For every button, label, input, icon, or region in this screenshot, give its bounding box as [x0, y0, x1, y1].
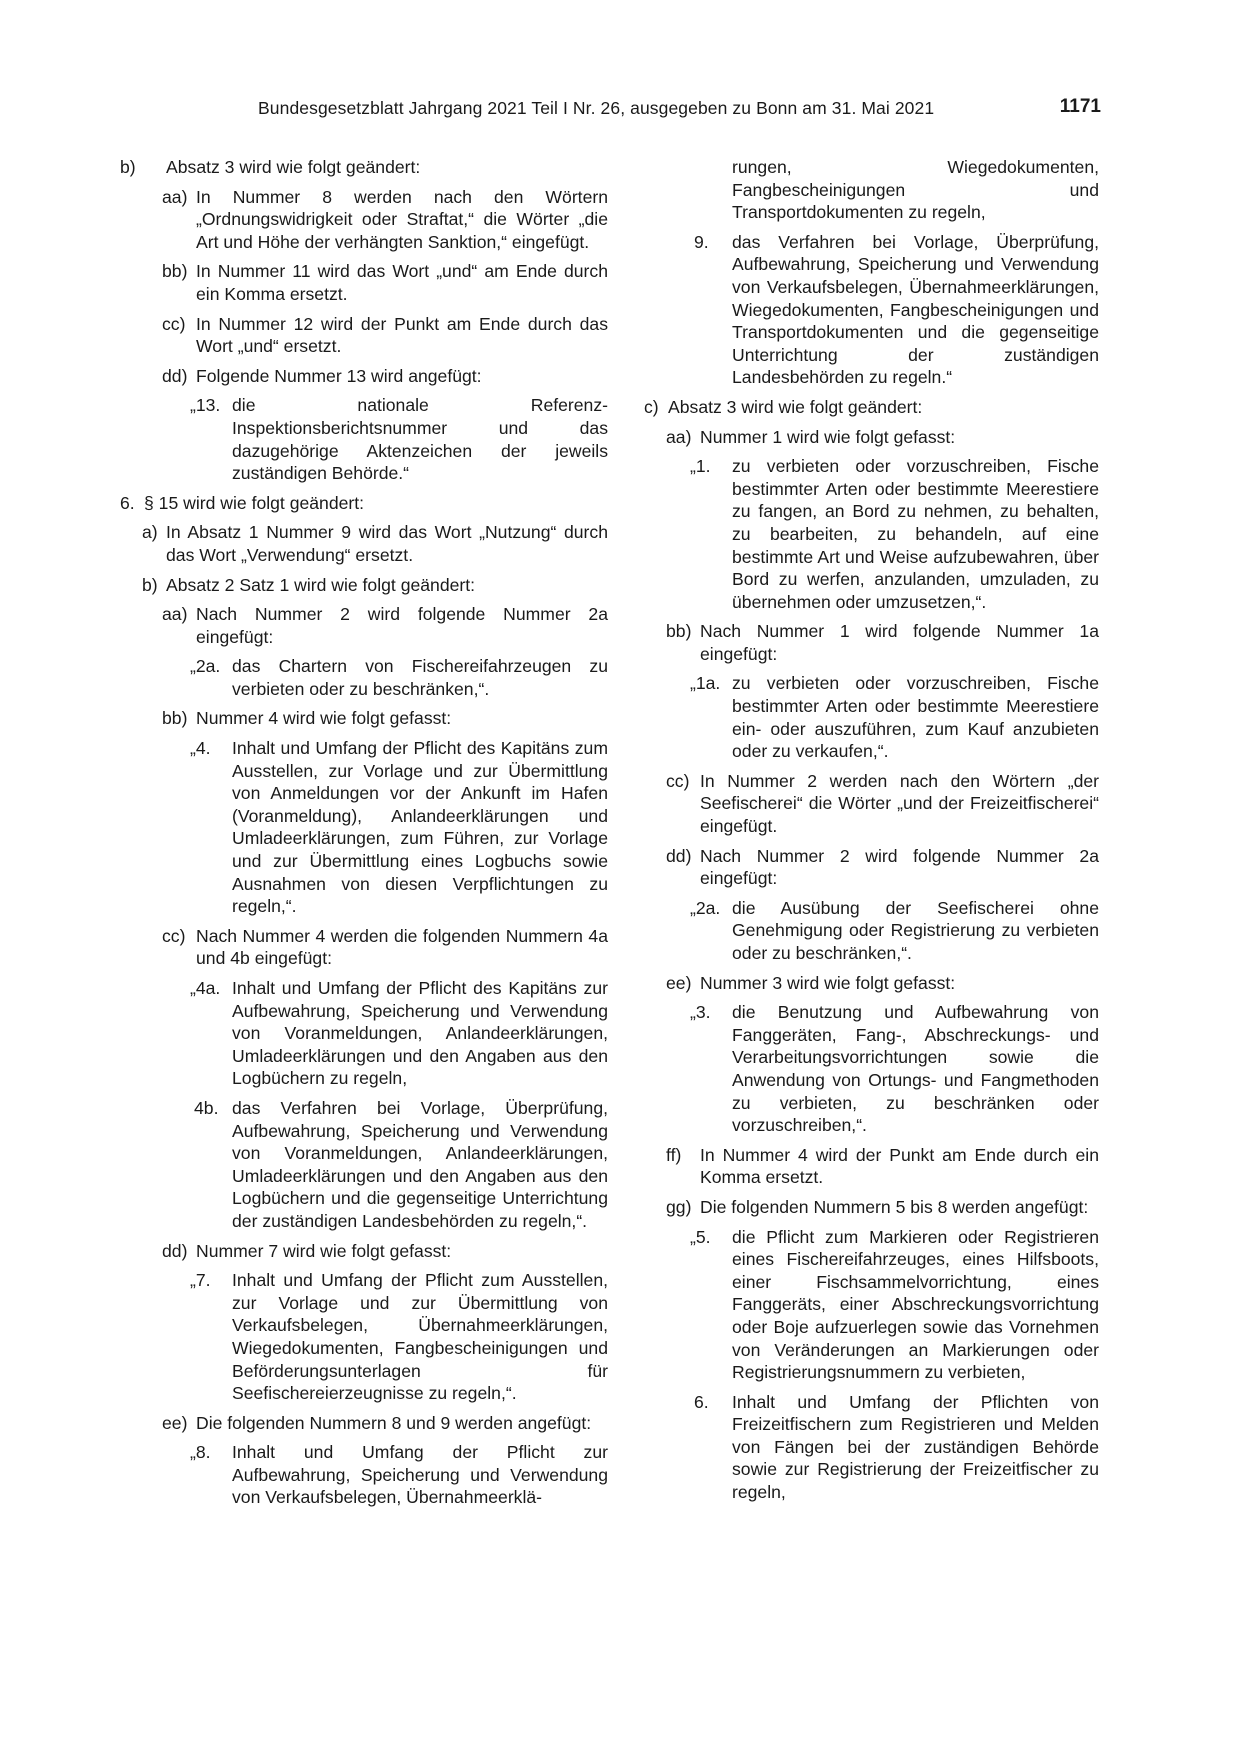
page-header — [0, 98, 1241, 126]
item-text: das Verfahren bei Vorlage, Überprüfung, Aufbewahrung, Speicherung und Verwendung von Voranmeldungen, Anlandeerklärungen, Umladeerklärungen und den Angaben aus den Logbüchern und die gegenseitige Unterrichtung der zuständigen Landesbehörden zu regeln,“. — [232, 1097, 608, 1231]
item-text: In Nummer 11 wird das Wort „und“ am Ende durch ein Komma ersetzt. — [196, 261, 608, 304]
list-item — [162, 186, 608, 254]
item-marker: „3. — [690, 1002, 711, 1023]
item-text: das Verfahren bei Vorlage, Überprüfung, Aufbewahrung, Speicherung und Verwendung von Verkaufsbelegen, Übernahmeerklärungen, Wiegedokumenten, Fangbescheinigungen und Transportdokumenten und die gegenseitige Unterrichtung der zuständigen Landesbehörden zu regeln.“ — [732, 231, 1099, 388]
item-marker: „1a. — [690, 673, 721, 694]
list-item — [666, 972, 1099, 995]
item-text: Die folgenden Nummern 5 bis 8 werden angefügt: — [700, 1196, 1089, 1217]
list-item — [644, 396, 1099, 419]
item-marker: 4b. — [194, 1097, 219, 1118]
item-text: die Pflicht zum Markieren oder Registrieren eines Fischereifahrzeuges, eines Hilfsboots, einer Fischsammelvorrichtung, eines Fanggeräts, einer Abschreckungsvorrichtung oder Boje aufzuerlegen sowie das Vornehmen von Veränderungen an Markierungen oder Registrierungsnummern zu verbieten, — [732, 1226, 1099, 1383]
list-item — [190, 1441, 608, 1509]
item-marker: c) — [644, 396, 659, 417]
item-marker: dd) — [162, 365, 188, 386]
item-marker: 9. — [694, 231, 709, 252]
item-marker: b) — [142, 574, 158, 595]
item-text: Absatz 3 wird wie folgt geändert: — [668, 396, 923, 417]
list-item — [162, 925, 608, 970]
list-item — [190, 737, 608, 918]
item-text: In Nummer 8 werden nach den Wörtern „Ordnungswidrigkeit oder Straftat,“ die Wörter „die Art und Höhe der verhängten Sanktion,“ eingefügt. — [196, 186, 608, 252]
item-text: Nummer 7 wird wie folgt gefasst: — [196, 1240, 452, 1261]
item-text: Nach Nummer 4 werden die folgenden Nummern 4a und 4b eingefügt: — [196, 925, 608, 969]
item-marker: bb) — [162, 261, 188, 282]
item-text: das Chartern von Fischereifahrzeugen zu verbieten oder zu beschränken,“. — [232, 656, 608, 699]
item-text: In Nummer 12 wird der Punkt am Ende durch das Wort „und“ ersetzt. — [196, 313, 608, 357]
item-marker: „2a. — [690, 897, 721, 918]
item-marker: „5. — [690, 1226, 711, 1247]
item-marker: aa) — [162, 604, 188, 625]
item-marker: bb) — [162, 708, 188, 729]
item-text: § 15 wird wie folgt geändert: — [144, 492, 365, 513]
item-text: Inhalt und Umfang der Pflicht zur Aufbewahrung, Speicherung und Verwendung von Verkaufsbelegen, Übernahmeerklä- — [232, 1442, 608, 1508]
list-item — [190, 977, 608, 1090]
list-item — [162, 707, 608, 730]
item-text: Inhalt und Umfang der Pflicht des Kapitäns zur Aufbewahrung, Speicherung und Verwendung von Voranmeldungen, Anlandeerklärungen, Umladeerklärungen und den Angaben aus den Logbüchern zu regeln, — [232, 978, 608, 1089]
item-text: die Benutzung und Aufbewahrung von Fanggeräten, Fang-, Abschreckungs- und Verarbeitungsvorrichtungen sowie die Anwendung von Ortungs- und Fangmethoden zu verbieten, zu beschränken oder vorzuschreiben,“. — [732, 1002, 1099, 1136]
list-item — [190, 655, 608, 700]
item-marker: bb) — [666, 621, 692, 642]
list-item — [666, 1144, 1099, 1189]
item-marker: „4. — [190, 738, 211, 759]
item-marker: cc) — [162, 313, 186, 334]
item-marker: ff) — [666, 1144, 682, 1165]
item-marker: ee) — [162, 1412, 188, 1433]
item-text: die Ausübung der Seefischerei ohne Genehmigung oder Registrierung zu verbieten oder zu beschränken,“. — [732, 897, 1099, 963]
item-marker: 6. — [694, 1391, 709, 1412]
item-text: zu verbieten oder vorzuschreiben, Fische bestimmter Arten oder bestimmte Meerestiere ein- oder auszuführen, zum Kauf anzubieten oder zu verkaufen,“. — [732, 673, 1099, 762]
item-marker: aa) — [162, 186, 188, 207]
list-item — [162, 365, 608, 388]
list-item — [120, 492, 608, 515]
list-item — [666, 845, 1099, 890]
running-title: Bundesgesetzblatt Jahrgang 2021 Teil I Nr. 26, ausgegeben zu Bonn am 31. Mai 2021 — [258, 98, 935, 118]
item-text: Nummer 1 wird wie folgt gefasst: — [700, 426, 956, 447]
item-text: Absatz 2 Satz 1 wird wie folgt geändert: — [166, 574, 476, 595]
list-item — [162, 1240, 608, 1263]
list-item — [162, 1412, 608, 1435]
list-item — [666, 1196, 1099, 1219]
item-marker: b) — [120, 157, 136, 177]
item-text: rungen, Wiegedokumenten, Fangbescheinigungen und Transportdokumenten zu regeln, — [732, 157, 1099, 223]
list-item — [666, 426, 1099, 449]
item-marker: 6. — [120, 492, 135, 513]
item-marker: „7. — [190, 1270, 211, 1291]
list-item — [190, 394, 608, 484]
right-column — [644, 156, 1099, 1504]
item-marker: „8. — [190, 1442, 211, 1463]
item-text: Inhalt und Umfang der Pflicht zum Ausstellen, zur Vorlage und zur Übermittlung von Verkaufsbelegen, Übernahmeerklärungen, Wiegedokumenten, Fangbescheinigungen und Beförderungsunterlagen für Seefischereierzeugnisse zu regeln,“. — [232, 1270, 608, 1404]
item-marker: aa) — [666, 426, 692, 447]
list-item — [190, 1097, 608, 1233]
item-marker: gg) — [666, 1196, 692, 1217]
list-item — [690, 156, 1099, 224]
item-text: Folgende Nummer 13 wird angefügt: — [196, 365, 482, 386]
item-marker: a) — [142, 522, 158, 543]
item-text: zu verbieten oder vorzuschreiben, Fische bestimmter Arten oder bestimmte Meerestiere zu fangen, an Bord zu nehmen, zu behalten, zu bearbeiten, zu behandeln, auf eine bestimmte Art und Weise aufzubewahren, über Bord zu werfen, anzulanden, umzuladen, zu übernehmen oder umzusetzen,“. — [732, 456, 1099, 612]
list-item — [690, 1226, 1099, 1384]
left-column — [120, 156, 608, 1509]
list-item — [690, 672, 1099, 762]
list-item — [690, 455, 1099, 613]
item-marker: cc) — [666, 770, 690, 791]
item-marker: dd) — [666, 845, 692, 866]
list-item — [690, 1391, 1099, 1504]
item-text: Nach Nummer 1 wird folgende Nummer 1a eingefügt: — [700, 621, 1099, 664]
item-text: Inhalt und Umfang der Pflichten von Freizeitfischern zum Registrieren und Melden von Fängen bei der zuständigen Behörde sowie zur Registrierung der Freizeitfischer zu regeln, — [732, 1391, 1099, 1503]
list-item — [690, 1001, 1099, 1137]
list-item — [162, 603, 608, 648]
item-marker: cc) — [162, 925, 186, 946]
list-item — [162, 260, 608, 305]
list-item — [142, 574, 608, 597]
item-text: In Nummer 4 wird der Punkt am Ende durch ein Komma ersetzt. — [700, 1144, 1099, 1188]
list-item — [120, 156, 608, 179]
item-marker: „1. — [690, 456, 711, 477]
item-text: In Nummer 2 werden nach den Wörtern „der Seefischerei“ die Wörter „und der Freizeitfischerei“ eingefügt. — [700, 770, 1099, 837]
item-marker: dd) — [162, 1240, 188, 1261]
item-text: Nummer 4 wird wie folgt gefasst: — [196, 708, 452, 729]
item-text: Nach Nummer 2 wird folgende Nummer 2a eingefügt: — [196, 604, 608, 647]
list-item — [162, 313, 608, 358]
list-item — [666, 620, 1099, 665]
item-marker: „2a. — [190, 656, 221, 677]
item-marker: „13. — [190, 395, 221, 416]
item-text: Nach Nummer 2 wird folgende Nummer 2a eingefügt: — [700, 845, 1099, 889]
list-item — [690, 897, 1099, 965]
item-text: In Absatz 1 Nummer 9 wird das Wort „Nutzung“ durch das Wort „Verwendung“ ersetzt. — [166, 522, 608, 565]
item-marker: „4a. — [190, 978, 221, 998]
item-text: Nummer 3 wird wie folgt gefasst: — [700, 972, 956, 993]
list-item — [142, 521, 608, 566]
item-marker: ee) — [666, 972, 692, 993]
list-item — [190, 1269, 608, 1405]
item-text: Absatz 3 wird wie folgt geändert: — [166, 157, 421, 177]
list-item — [690, 231, 1099, 389]
page-number: 1171 — [1059, 96, 1101, 117]
list-item — [666, 770, 1099, 838]
item-text: Die folgenden Nummern 8 und 9 werden angefügt: — [196, 1412, 592, 1433]
item-text: die nationale Referenz-Inspektionsberichtsnummer und das dazugehörige Aktenzeichen der jeweils zuständigen Behörde.“ — [232, 395, 608, 484]
item-text: Inhalt und Umfang der Pflicht des Kapitäns zum Ausstellen, zur Vorlage und zur Übermittlung von Anmeldungen vor der Ankunft im Hafen (Voranmeldung), Anlandeerklärungen und Umladeerklärungen, zum Führen, zur Vorlage und zur Übermittlung eines Logbuchs sowie Ausnahmen von diesen Verpflichtungen zu regeln,“. — [232, 738, 608, 917]
